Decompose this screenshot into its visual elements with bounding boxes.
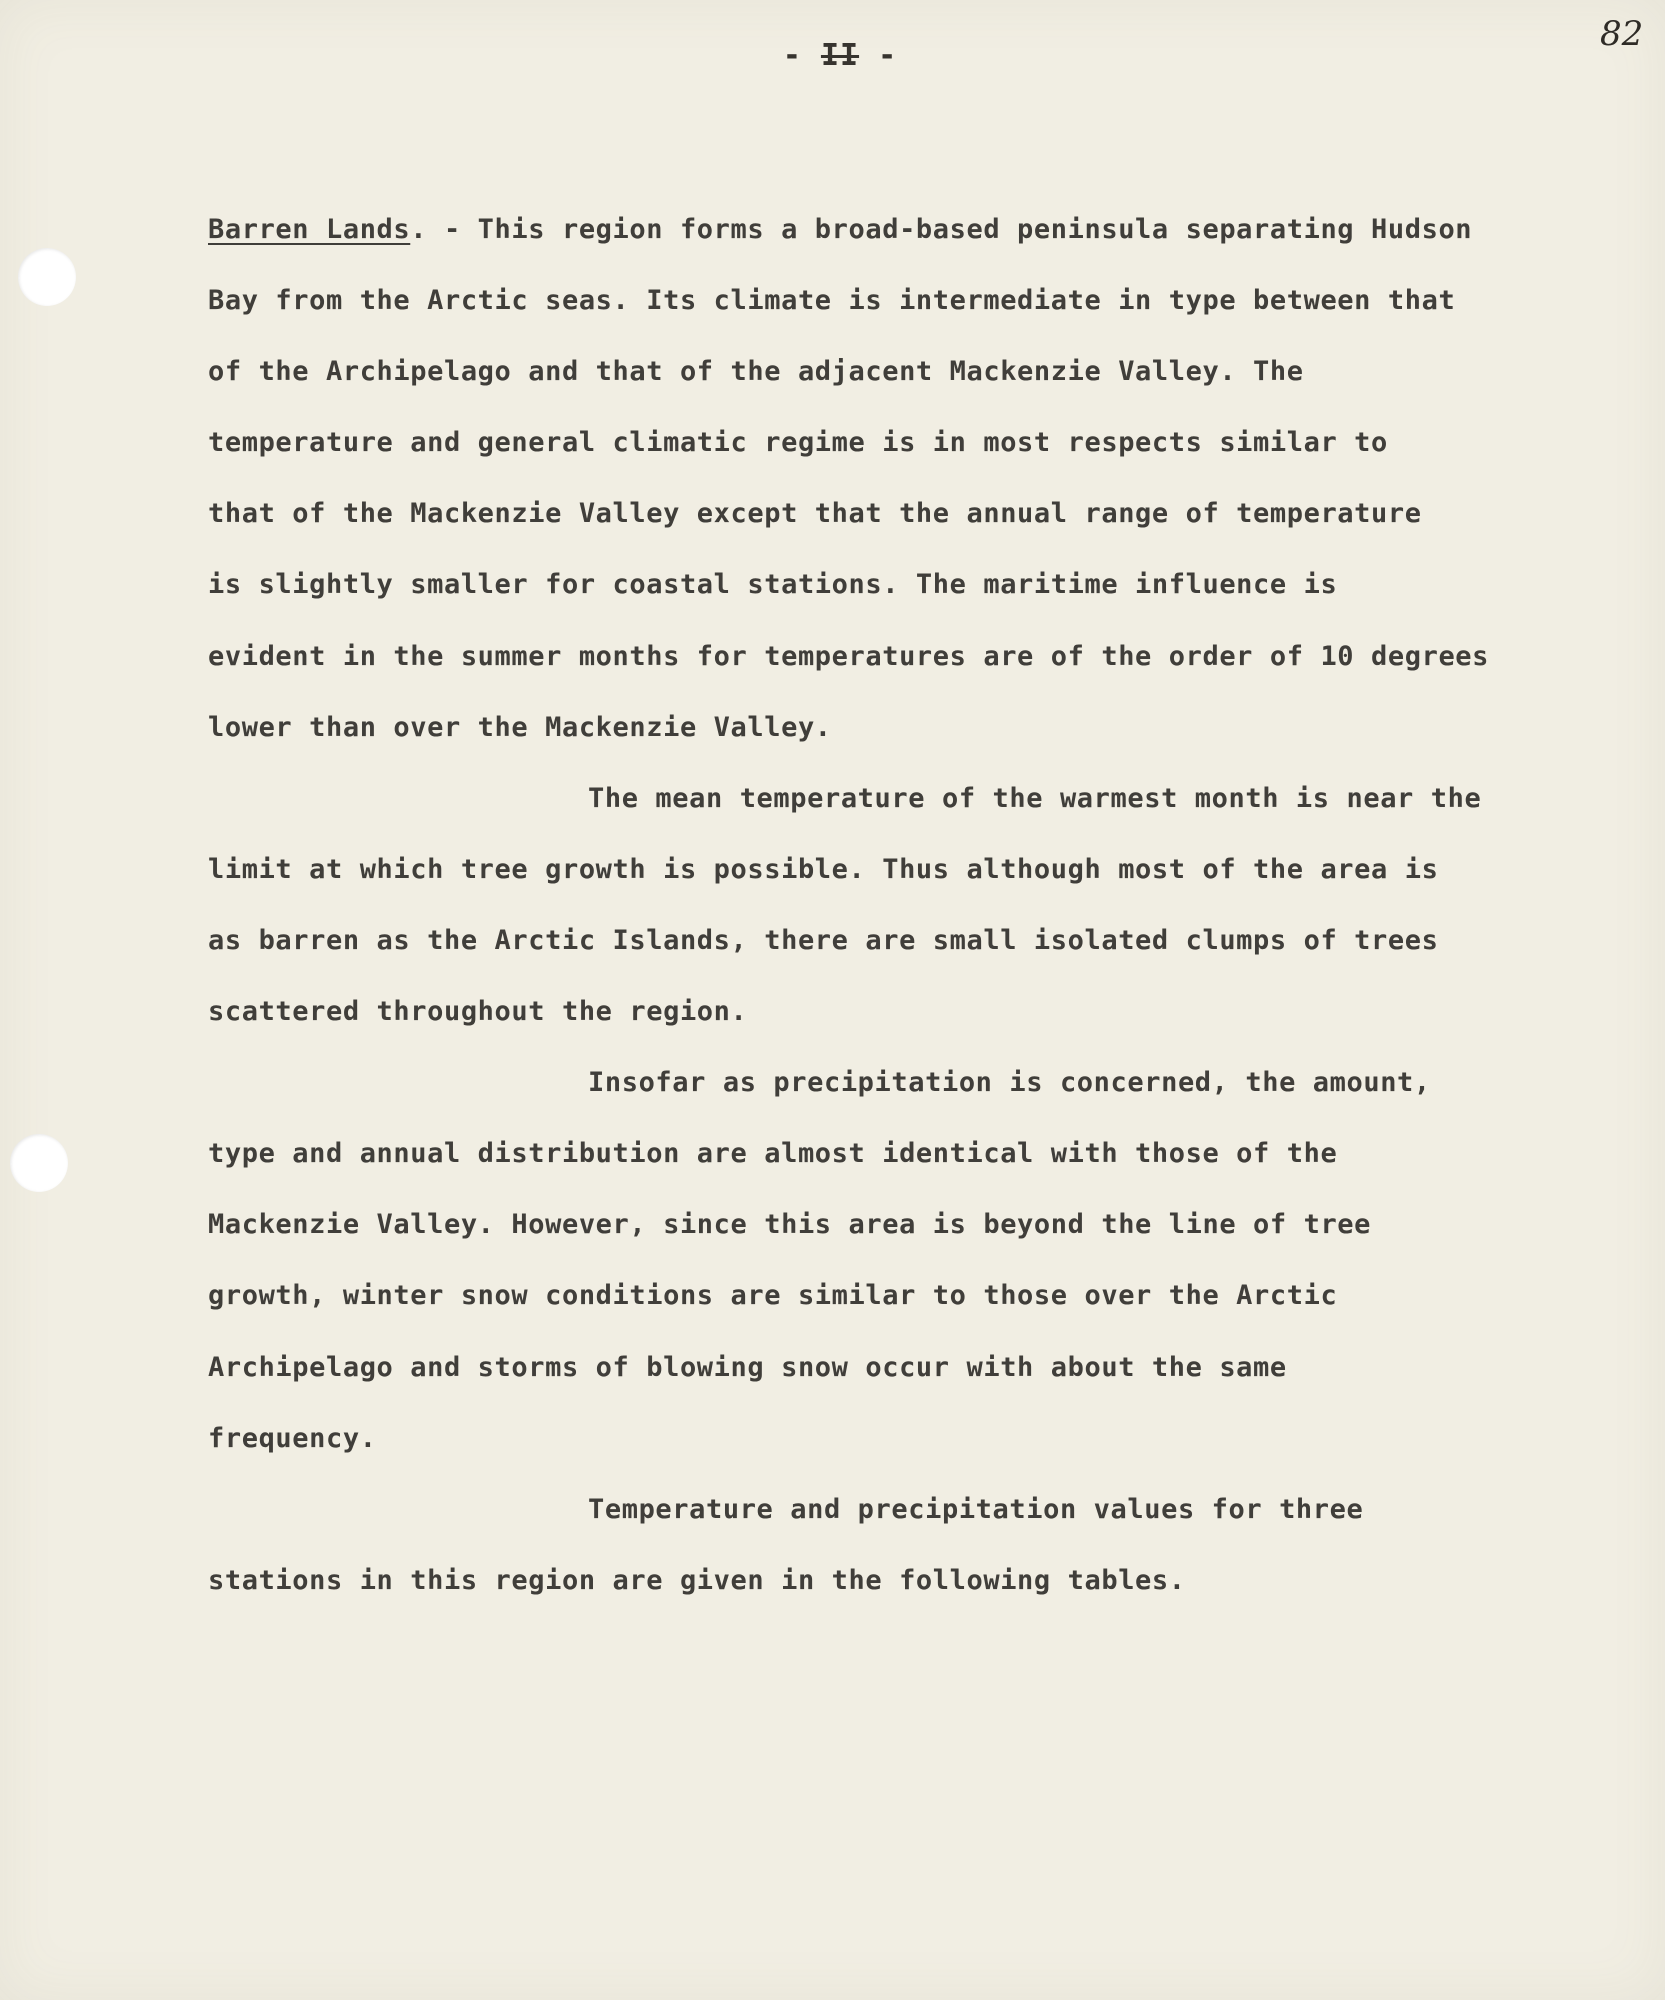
paragraph-line: Temperature and precipitation values for three (588, 1493, 1364, 1525)
page-number-mark-end: - (878, 38, 898, 73)
paragraph-line: Archipelago and storms of blowing snow occur with about the same (208, 1351, 1287, 1383)
paragraph-line: Insofar as precipitation is concerned, the amount, (588, 1067, 1431, 1099)
paragraph-line (208, 204, 1588, 275)
paragraph-line: evident in the summer months for temperatures are of the order of 10 degrees (208, 640, 1490, 672)
paragraph-line: frequency. (208, 1422, 377, 1454)
paragraph-line: that of the Mackenzie Valley except that the annual range of temperature (208, 498, 1422, 530)
punch-hole-top (18, 248, 76, 306)
paragraph-line: temperature and general climatic regime is in most respects similar to (208, 427, 1388, 459)
section-heading-continuation: . - This region forms a broad-based peninsula separating Hudson (410, 214, 1473, 245)
paragraph-line: limit at which tree growth is possible. Thus although most of the area is (208, 853, 1439, 885)
paragraph-line: The mean temperature of the warmest month is near the (588, 782, 1482, 814)
paragraph-line: scattered throughout the region. (208, 996, 748, 1028)
paragraph-line: Bay from the Arctic seas. Its climate is intermediate in type between that (208, 285, 1456, 317)
paragraph-line: is slightly smaller for coastal stations. The maritime influence is (208, 569, 1338, 601)
paragraph-line: stations in this region are given in the following tables. (208, 1564, 1186, 1596)
punch-hole-bottom (10, 1134, 68, 1192)
paragraph-line: type and annual distribution are almost identical with those of the (208, 1138, 1338, 1170)
paragraph-line: Mackenzie Valley. However, since this area is beyond the line of tree (208, 1209, 1372, 1241)
page-number-header (760, 38, 920, 73)
paragraph-line: growth, winter snow conditions are similar to those over the Arctic (208, 1280, 1338, 1312)
section-heading: Barren Lands (208, 214, 411, 245)
paragraph-line: as barren as the Arctic Islands, there are small isolated clumps of trees (208, 924, 1439, 956)
page-number: II (820, 38, 860, 73)
page-number-mark-start: - (782, 38, 802, 73)
handwritten-page-number: 82 (1600, 14, 1644, 54)
paragraph-line: lower than over the Mackenzie Valley. (208, 711, 832, 743)
paragraph-line: of the Archipelago and that of the adjacent Mackenzie Valley. The (208, 356, 1304, 388)
body-text (208, 204, 1588, 1626)
